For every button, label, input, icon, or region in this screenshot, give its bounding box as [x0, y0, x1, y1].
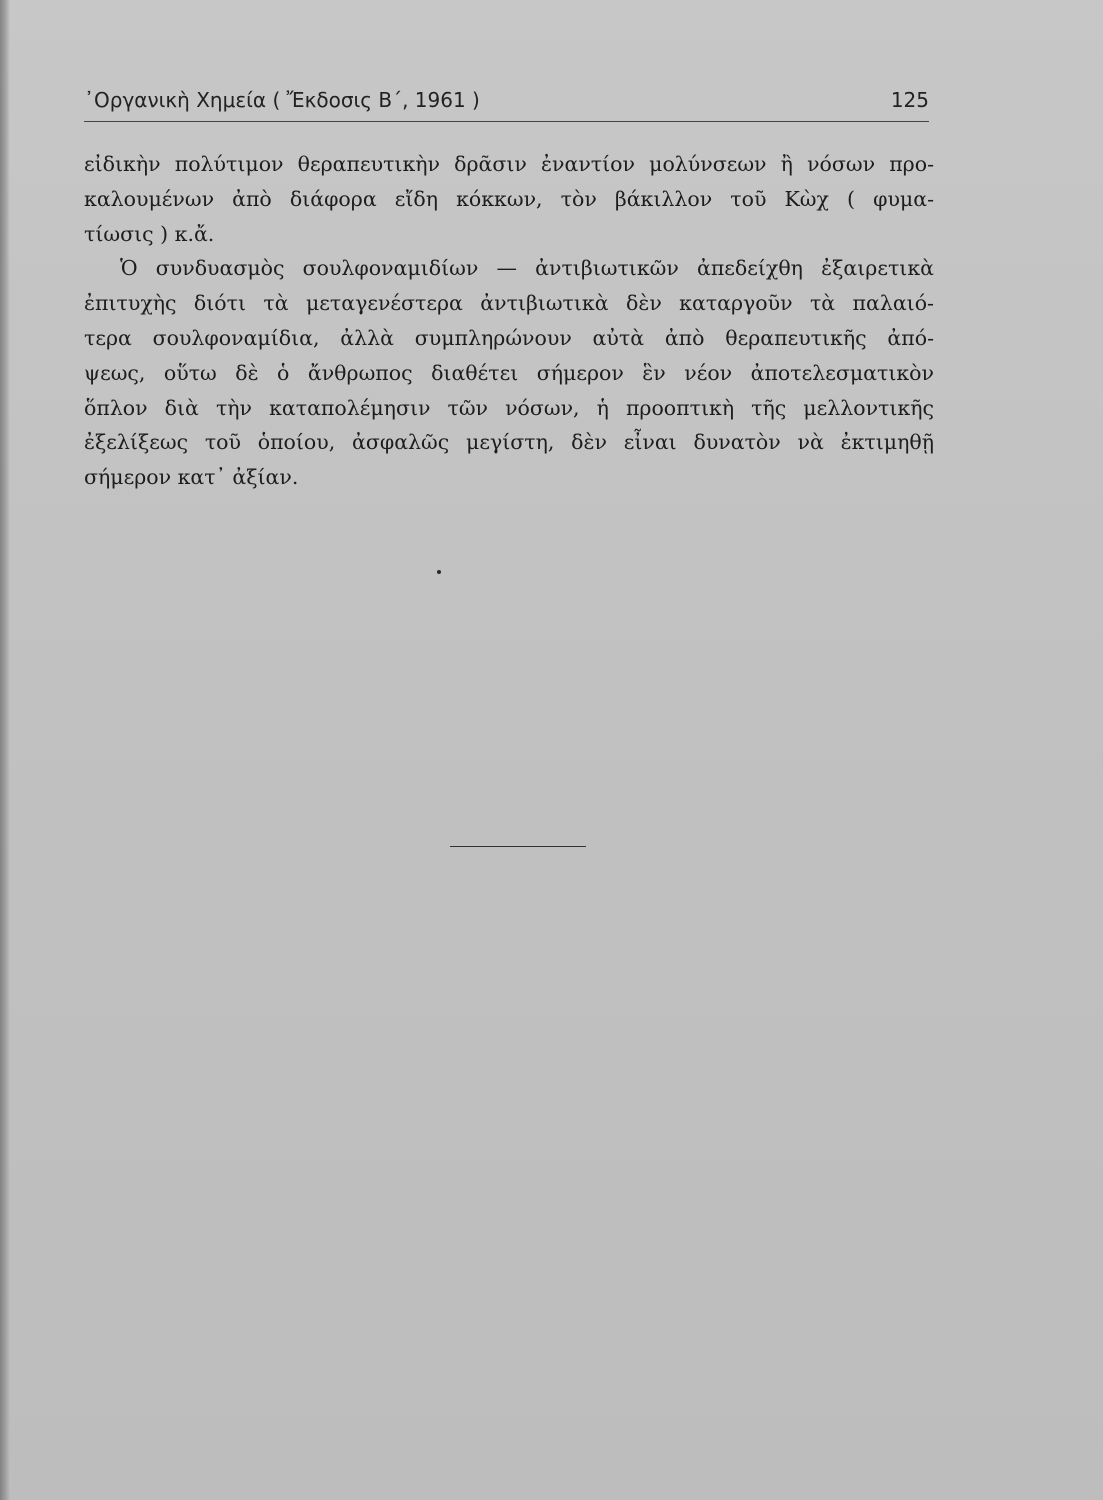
- running-header: [84, 88, 929, 114]
- text-line: ἐξελίξεως τοῦ ὁποίου, ἀσφαλῶς μεγίστη, δὲν εἶναι δυνατὸν νὰ ἐκτιμηθῇ: [84, 430, 934, 455]
- print-speck: [437, 570, 441, 574]
- page-number: 125: [890, 88, 929, 112]
- text-line: ἐπιτυχὴς διότι τὰ μεταγενέστερα ἀντιβιωτικὰ δὲν καταργοῦν τὰ παλαιό-: [84, 291, 934, 316]
- text-line: σήμερον κατ᾿ ἀξίαν.: [84, 465, 299, 490]
- paragraph-first-line: Ὁ συνδυασμὸς σουλφοναμιδίων — ἀντιβιωτικῶν ἀπεδείχθη ἐξαιρετικὰ: [120, 256, 934, 281]
- section-end-rule: [450, 846, 586, 847]
- text-line: ψεως, οὕτω δὲ ὁ ἄνθρωπος διαθέτει σήμερον ἓν νέον ἀποτελεσματικὸν: [84, 360, 934, 385]
- page-binding-edge: [0, 0, 10, 1500]
- body-text: [84, 147, 934, 495]
- text-line: τερα σουλφοναμίδια, ἀλλὰ συμπληρώνουν αὐτὰ ἀπὸ θεραπευτικῆς ἀπό-: [84, 325, 934, 350]
- text-line: εἰδικὴν πολύτιμον θεραπευτικὴν δρᾶσιν ἐναντίον μολύνσεων ἢ νόσων προ-: [84, 152, 934, 176]
- running-title: ᾿Οργανικὴ Χημεία ( Ἔκδοσις Β΄, 1961 ): [84, 88, 480, 112]
- header-rule: [84, 121, 929, 122]
- text-line: τίωσις ) κ.ἄ.: [84, 221, 215, 246]
- text-line: καλουμένων ἀπὸ διάφορα εἴδη κόκκων, τὸν βάκιλλον τοῦ Κὼχ ( φυμα-: [84, 186, 934, 211]
- text-line: ὅπλον διὰ τὴν καταπολέμησιν τῶν νόσων, ἡ προοπτικὴ τῆς μελλοντικῆς: [84, 395, 934, 420]
